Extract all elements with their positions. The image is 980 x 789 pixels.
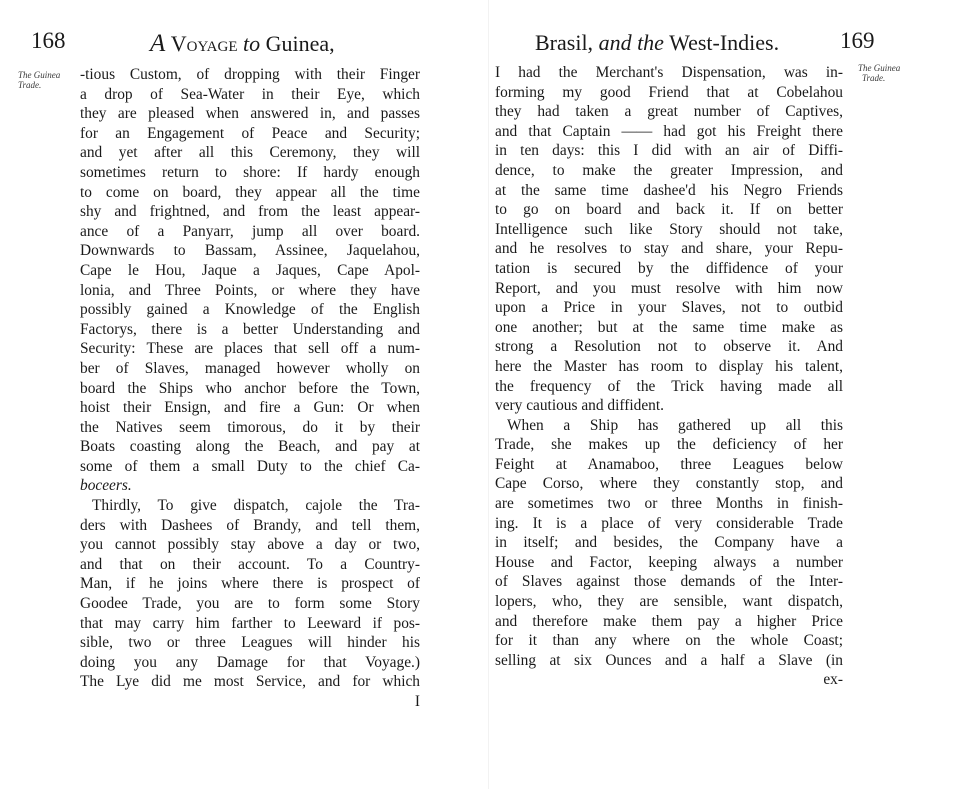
margin-note-line: The Guinea: [858, 63, 901, 73]
text-line: Boats coasting along the Beach, and pay at: [80, 438, 420, 456]
text-line: of Slaves against those demands of the Inter-: [495, 573, 843, 591]
text-line: selling at six Ounces and a half a Slave (in: [495, 651, 843, 669]
text-line: Feight at Anamaboo, three Leagues below: [495, 455, 843, 473]
text-line: When a Ship has gathered up all this: [507, 416, 843, 434]
text-line: sometimes return to shore: If hardy enough: [80, 163, 420, 181]
text-line: I had the Merchant's Dispensation, was in-: [495, 64, 843, 81]
text-line: to go on board and back it. If on better: [495, 201, 843, 219]
text-line: upon a Price in your Slaves, not to outbid: [495, 299, 843, 317]
text-line: boceers.: [80, 477, 132, 495]
text-line: Thirdly, To give dispatch, cajole the Tra-: [92, 497, 420, 515]
catchword-left: I: [414, 693, 420, 710]
text-line: Cape le Hou, Jaque a Jaques, Cape Apol-: [80, 261, 420, 279]
text-line: some of them a small Duty to the chief Ca-: [80, 457, 420, 475]
right-page: [490, 0, 980, 789]
title-word-west-indies: West-Indies.: [669, 30, 780, 55]
text-line: the Natives seem timorous, do it by their: [80, 418, 420, 436]
text-line: Goodee Trade, you are to form some Story: [80, 595, 420, 613]
text-line: Man, if he joins where there is prospect of: [80, 575, 420, 593]
running-title-right: [535, 30, 779, 56]
text-line: The Lye did me most Service, and for which: [80, 673, 420, 691]
text-line: tation is secured by the diffidence of your: [495, 259, 843, 277]
margin-note-right: [858, 63, 900, 83]
text-line: that may carry him farther to Leeward if pos-: [80, 614, 420, 632]
text-line: doing you any Damage for that Voyage.): [80, 653, 420, 671]
text-line: dence, to make the greater Impression, and: [495, 161, 843, 179]
title-word-guinea: Guinea,: [265, 31, 335, 56]
text-line: a drop of Sea-Water in their Eye, which: [80, 85, 420, 103]
text-line: to come on board, they appear all the time: [80, 183, 420, 201]
text-line: and that on their account. To a Country-: [80, 555, 420, 573]
title-word-to: to: [243, 31, 261, 56]
text-line: -tious Custom, of dropping with their Finger: [80, 66, 420, 83]
text-line: Report, and you must resolve with him now: [495, 279, 843, 297]
text-line: shy and frightned, and from the least appear-: [80, 203, 420, 221]
text-line: ing. It is a place of very considerable Trade: [495, 514, 843, 532]
text-line: hoist their Ensign, and fire a Gun: Or when: [80, 399, 420, 417]
text-line: here the Master has room to display his talent,: [495, 357, 843, 375]
text-line: Factorys, there is a better Understanding and: [80, 320, 420, 338]
text-line: ance of a Panyarr, jump all over board.: [80, 222, 420, 240]
text-line: are sometimes two or three Months in finish-: [495, 495, 843, 513]
text-line: and he resolves to stay and share, your Repu-: [495, 240, 843, 258]
text-line: you cannot possibly stay above a day or two,: [80, 536, 420, 554]
text-line: possibly gained a Knowledge of the English: [80, 301, 420, 319]
text-line: in itself; and besides, the Company have a: [495, 534, 843, 552]
text-line: board the Ships who anchor before the Town,: [80, 379, 420, 397]
text-line: they had taken a great number of Captives,: [495, 103, 843, 121]
text-line: for it than any where on the whole Coast;: [495, 632, 843, 650]
text-line: and therefore make them pay a higher Price: [495, 612, 843, 630]
running-title-left: [150, 30, 335, 58]
title-word-and-the: and the: [598, 30, 664, 55]
text-line: at the same time dashee'd his Negro Friends: [495, 181, 843, 199]
text-line: ber of Slaves, managed however wholly on: [80, 359, 420, 377]
text-line: in ten days: this I did with an air of Diffi-: [495, 142, 843, 160]
title-word-brasil: Brasil,: [535, 30, 594, 55]
text-line: House and Factor, keeping always a number: [495, 553, 843, 571]
text-line: very cautious and diffident.: [495, 397, 664, 415]
left-page-text: [80, 65, 420, 712]
catchword-right: ex-: [823, 671, 843, 689]
text-line: forming my good Friend that at Cobelahou: [495, 83, 843, 101]
text-line: Intelligence such like Story should not take,: [495, 220, 843, 238]
text-line: strong a Resolution not to observe it. And: [495, 338, 843, 356]
text-line: sible, two or three Leagues will hinder his: [80, 634, 420, 652]
page-number-left: 168: [31, 28, 66, 53]
margin-note-line: Trade.: [18, 80, 42, 90]
text-line: they are pleased when answered in, and passes: [80, 105, 420, 123]
text-line: and that Captain —— had got his Freight there: [495, 122, 843, 140]
text-line: Security: These are places that sell off a num-: [80, 340, 420, 358]
margin-note-line: Trade.: [862, 73, 886, 83]
text-line: one another; but at the same time make as: [495, 318, 843, 336]
margin-note-line: The Guinea: [18, 70, 61, 80]
title-word-voyage: Voyage: [170, 31, 238, 56]
text-line: and yet after all this Ceremony, they will: [80, 144, 420, 162]
text-line: ders with Dashees of Brandy, and tell them,: [80, 516, 420, 534]
text-line: the frequency of the Trick having made all: [495, 377, 843, 395]
page-number-right: 169: [840, 28, 875, 53]
text-line: Downwards to Bassam, Assinee, Jaquelahou,: [80, 242, 420, 260]
text-line: for an Engagement of Peace and Security;: [80, 124, 420, 142]
text-line: Cape Corso, where they constantly stop, and: [495, 475, 843, 493]
title-word-a: A: [150, 30, 166, 57]
text-line: Trade, she makes up the deficiency of her: [495, 436, 843, 454]
text-line: lopers, who, they are sensible, want dispatch,: [495, 593, 843, 611]
margin-note-left: [18, 70, 60, 90]
right-page-text: [495, 63, 843, 690]
text-line: lonia, and Three Points, or where they have: [80, 281, 420, 299]
